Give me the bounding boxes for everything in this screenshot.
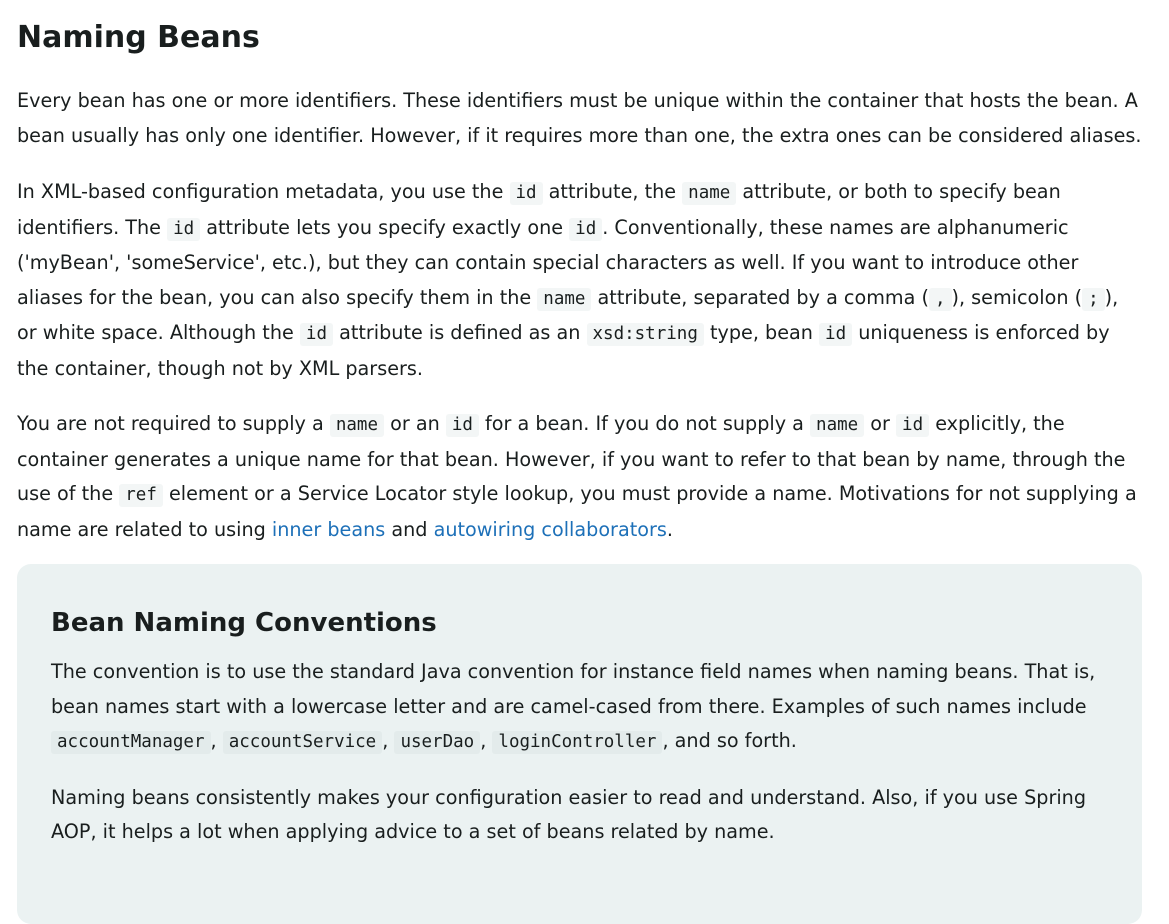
- text-run: ,: [382, 729, 395, 752]
- text-run: or: [864, 412, 897, 435]
- code-id: id: [896, 414, 929, 437]
- main-content: [17, 0, 1142, 547]
- text-run: ), semicolon (: [951, 285, 1083, 309]
- code-semicolon: ;: [1082, 288, 1105, 311]
- code-id: id: [167, 218, 200, 241]
- text-run: , and so forth.: [662, 729, 797, 752]
- code-user-dao: userDao: [394, 731, 480, 754]
- sidebar-title: Bean Naming Conventions: [51, 608, 437, 638]
- code-name: name: [810, 414, 864, 437]
- code-name: name: [330, 414, 384, 437]
- paragraph-optional-names: [17, 407, 1142, 547]
- text-run: element or a Service Locator style lookup, you must provide a name. Motivations for not supplying a name are related to using: [17, 482, 1137, 541]
- section-title: Naming Beans: [17, 20, 260, 55]
- code-comma: ,: [929, 288, 952, 311]
- paragraph-xml-config: [17, 175, 1142, 386]
- text-run: ,: [480, 729, 493, 752]
- sidebar-paragraph-consistency: Naming beans consistently makes your configuration easier to read and understand. Also, if you use Spring AOP, it helps a lot when applying advice to a set of beans related by name.: [51, 785, 1087, 843]
- code-id: id: [446, 414, 479, 437]
- code-name: name: [682, 182, 736, 205]
- text-run: type, bean: [703, 321, 820, 344]
- text-run: for a bean. If you do not supply a: [478, 412, 811, 435]
- code-name: name: [537, 288, 591, 311]
- code-id: id: [510, 182, 543, 205]
- text-run: .: [666, 517, 673, 541]
- text-run: attribute, the: [542, 180, 683, 203]
- text-run: or an: [384, 412, 446, 435]
- text-run: attribute, or both to specify bean identifiers. The: [17, 180, 1061, 239]
- code-xsd-string: xsd:string: [587, 323, 704, 346]
- autowiring-collaborators-link[interactable]: autowiring collaborators: [433, 517, 667, 541]
- code-account-manager: accountManager: [51, 731, 211, 754]
- text-run: The convention is to use the standard Java convention for instance field names when naming beans. That is, bean names start with a lowercase letter and are camel-cased from there. Examples of such names include: [51, 660, 1096, 718]
- code-id: id: [819, 323, 852, 346]
- text-run: ), or white space. Although the: [17, 285, 1119, 344]
- text-run: You are not required to supply a: [17, 412, 330, 435]
- text-run: attribute is defined as an: [332, 321, 587, 344]
- text-run: In XML-based configuration metadata, you use the: [17, 180, 510, 203]
- text-run: and: [385, 517, 434, 541]
- text-run: attribute, separated by a comma (: [591, 285, 929, 309]
- sidebar-paragraph-convention: [51, 655, 1108, 760]
- text-run: attribute lets you specify exactly one: [200, 215, 570, 239]
- code-ref: ref: [119, 484, 163, 507]
- code-id: id: [300, 323, 333, 346]
- text-run: ,: [210, 729, 223, 752]
- code-account-service: accountService: [223, 731, 383, 754]
- code-login-controller: loginController: [492, 731, 662, 754]
- inner-beans-link[interactable]: inner beans: [271, 517, 386, 541]
- paragraph-identifiers: Every bean has one or more identifiers. These identifiers must be unique within the container that hosts the bean. A bean usually has only one identifier. However, if it requires more than one, the extra ones can be considered aliases.: [17, 89, 1142, 147]
- code-id: id: [569, 218, 602, 241]
- text-run: uniqueness is enforced by the container, though not by XML parsers.: [17, 321, 1110, 380]
- text-run: . Conventionally, these names are alphanumeric ('myBean', 'someService', etc.), but they can contain special characters as well. If you want to introduce other aliases for the bean, you can also specify them in the: [17, 215, 1079, 309]
- naming-conventions-sidebar: [17, 564, 1142, 924]
- text-run: explicitly, the container generates a unique name for that bean. However, if you want to refer to that bean by name, through the use of the: [17, 412, 1126, 505]
